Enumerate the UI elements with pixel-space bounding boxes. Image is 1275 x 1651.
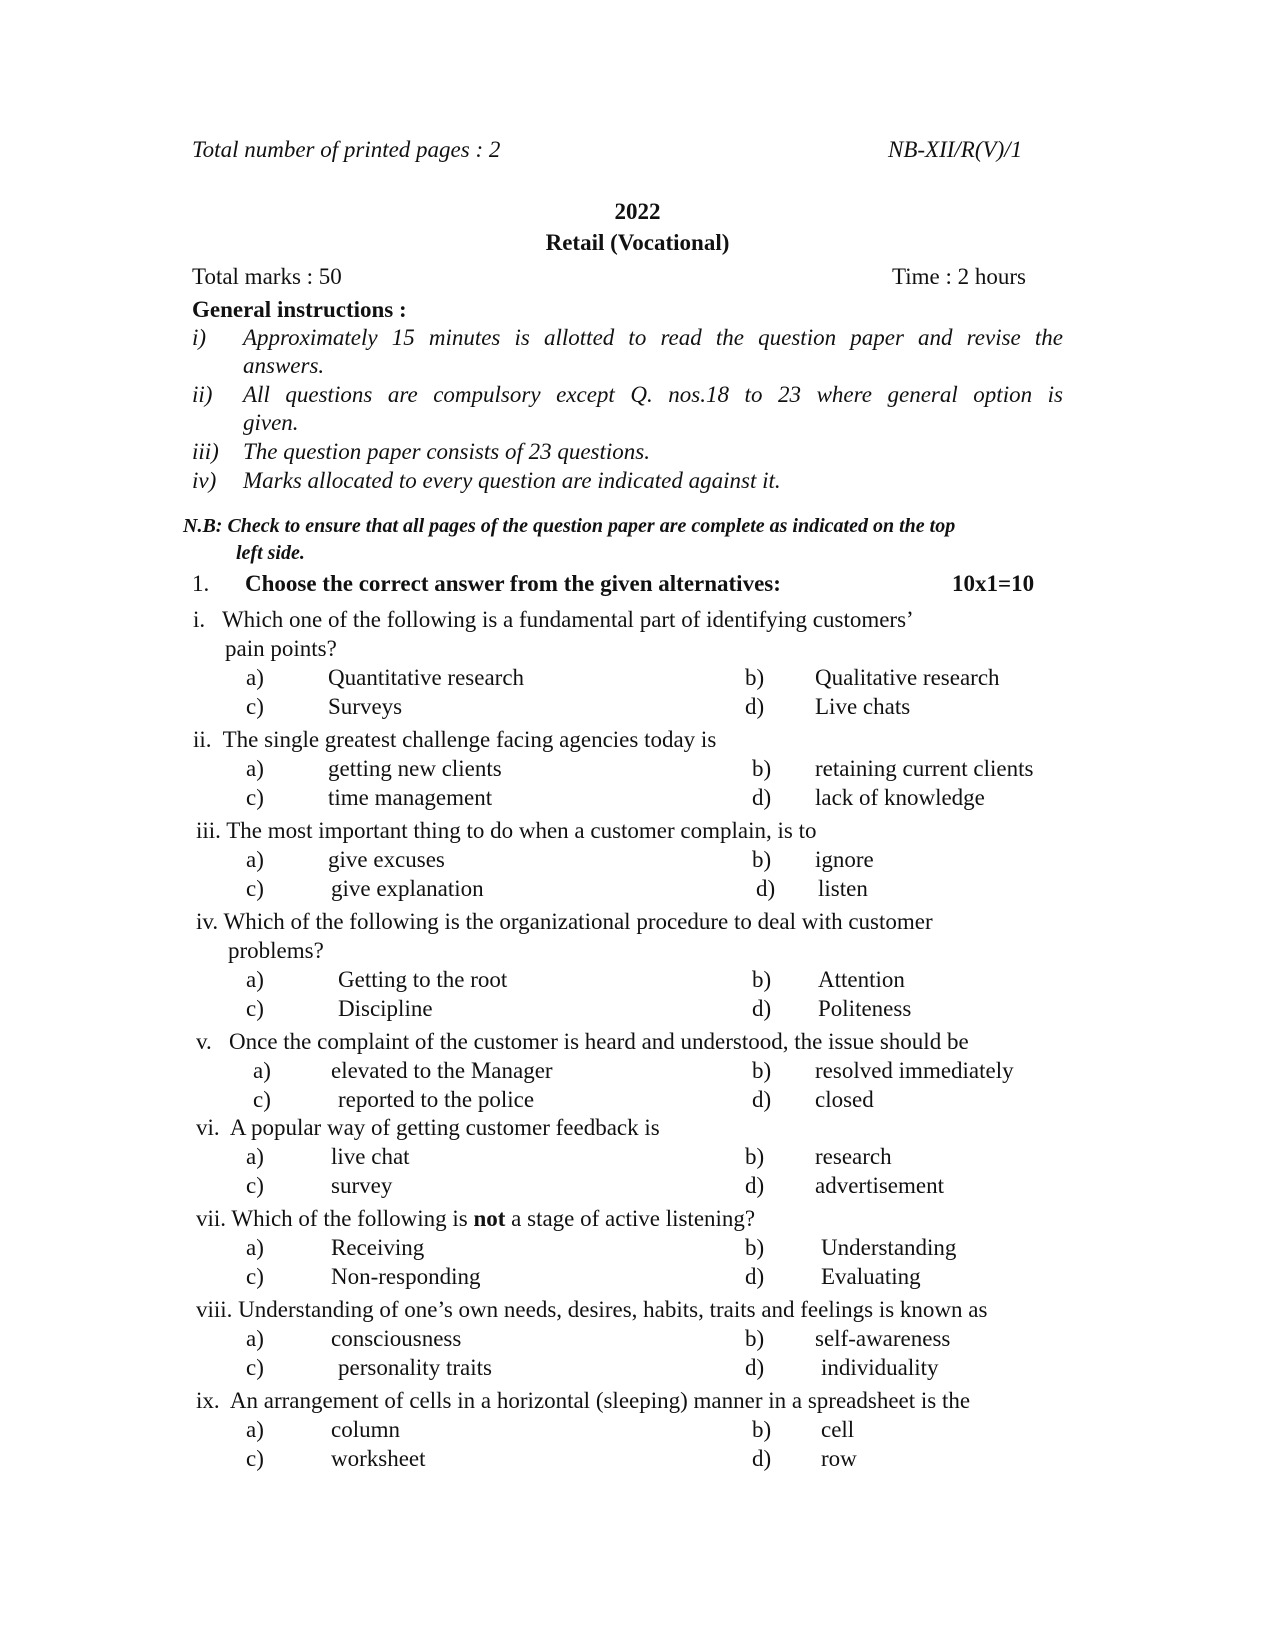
- option-letter: d): [745, 1264, 765, 1289]
- question-text: ix. An arrangement of cells in a horizontal (sleeping) manner in a spreadsheet is the: [196, 1388, 971, 1413]
- option-letter: a): [246, 1235, 264, 1260]
- option-text: reported to the police: [338, 1087, 535, 1112]
- option-letter: b): [752, 756, 772, 781]
- printed-pages-note: Total number of printed pages : 2: [192, 137, 501, 162]
- option-letter: a): [246, 756, 264, 781]
- subject-title: Retail (Vocational): [545, 230, 730, 255]
- option-letter: c): [246, 1446, 264, 1471]
- nb-note-line1: N.B: Check to ensure that all pages of the question paper are complete as indicated on the top: [183, 515, 956, 537]
- option-letter: d): [756, 876, 776, 901]
- option-text: Politeness: [818, 996, 912, 1021]
- question-text: v. Once the complaint of the customer is heard and understood, the issue should be: [196, 1029, 969, 1054]
- option-letter: b): [745, 1235, 765, 1260]
- option-text: Live chats: [815, 694, 911, 719]
- option-letter: c): [246, 876, 264, 901]
- option-letter: d): [752, 996, 772, 1021]
- section-marks: 10x1=10: [952, 571, 1035, 596]
- option-text: individuality: [821, 1355, 939, 1380]
- option-text: Attention: [818, 967, 905, 992]
- question-text: ii. The single greatest challenge facing agencies today is: [193, 727, 717, 752]
- option-letter: a): [246, 967, 264, 992]
- option-text: Quantitative research: [328, 665, 525, 690]
- option-letter: a): [246, 847, 264, 872]
- option-text: research: [815, 1144, 892, 1169]
- option-letter: c): [246, 1264, 264, 1289]
- option-letter: c): [246, 694, 264, 719]
- option-letter: b): [752, 967, 772, 992]
- paper-code: NB-XII/R(V)/1: [888, 137, 1023, 162]
- option-text: Surveys: [328, 694, 403, 719]
- option-text: advertisement: [815, 1173, 945, 1198]
- option-text: worksheet: [331, 1446, 426, 1471]
- option-text: lack of knowledge: [815, 785, 985, 810]
- option-text: Discipline: [338, 996, 433, 1021]
- option-text: Receiving: [331, 1235, 425, 1260]
- section-number: 1.: [192, 571, 210, 596]
- option-text: column: [331, 1417, 400, 1442]
- option-text: personality traits: [338, 1355, 492, 1380]
- exam-year: 2022: [614, 199, 661, 224]
- option-text: retaining current clients: [815, 756, 1034, 781]
- option-letter: d): [745, 694, 765, 719]
- option-letter: a): [246, 1417, 264, 1442]
- total-marks: Total marks : 50: [192, 264, 342, 289]
- option-text: listen: [818, 876, 868, 901]
- option-text: Understanding: [821, 1235, 957, 1260]
- option-letter: c): [246, 785, 264, 810]
- option-text: getting new clients: [328, 756, 502, 781]
- option-letter: a): [246, 1326, 264, 1351]
- option-letter: d): [752, 1446, 772, 1471]
- option-text: Evaluating: [821, 1264, 921, 1289]
- question-text: viii. Understanding of one’s own needs, desires, habits, traits and feelings is known as: [196, 1297, 988, 1322]
- option-letter: a): [246, 665, 264, 690]
- option-letter: b): [745, 1326, 765, 1351]
- option-text: give explanation: [331, 876, 484, 901]
- nb-note-line2: left side.: [236, 542, 305, 564]
- option-letter: c): [246, 1355, 264, 1380]
- option-text: time management: [328, 785, 493, 810]
- question-text-cont: problems?: [228, 938, 324, 963]
- option-letter: d): [745, 1173, 765, 1198]
- time-allowed: Time : 2 hours: [892, 264, 1026, 289]
- question-text: iii. The most important thing to do when a customer complain, is to: [196, 818, 817, 843]
- option-letter: c): [246, 996, 264, 1021]
- option-text: resolved immediately: [815, 1058, 1014, 1083]
- option-text: cell: [821, 1417, 855, 1442]
- question-text: iv. Which of the following is the organizational procedure to deal with customer: [196, 909, 933, 934]
- option-text: Getting to the root: [338, 967, 508, 992]
- option-letter: a): [253, 1058, 271, 1083]
- option-letter: c): [253, 1087, 271, 1112]
- option-text: live chat: [331, 1144, 410, 1169]
- option-text: row: [821, 1446, 857, 1471]
- option-text: elevated to the Manager: [331, 1058, 553, 1083]
- option-text: consciousness: [331, 1326, 462, 1351]
- option-letter: c): [246, 1173, 264, 1198]
- emphasis-not: not: [473, 1206, 506, 1231]
- option-text: Non-responding: [331, 1264, 481, 1289]
- option-text: Qualitative research: [815, 665, 1000, 690]
- option-text: give excuses: [328, 847, 445, 872]
- question-text-cont: pain points?: [225, 636, 337, 661]
- option-letter: b): [752, 847, 772, 872]
- option-letter: d): [752, 785, 772, 810]
- option-text: ignore: [815, 847, 874, 872]
- section-instruction: Choose the correct answer from the given alternatives:: [245, 571, 781, 596]
- question-text: vi. A popular way of getting customer feedback is: [196, 1115, 660, 1140]
- option-letter: b): [745, 1144, 765, 1169]
- option-letter: d): [752, 1087, 772, 1112]
- option-text: closed: [815, 1087, 874, 1112]
- question-text: vii. Which of the following is not a stage of active listening?: [196, 1206, 756, 1231]
- option-letter: a): [246, 1144, 264, 1169]
- option-letter: d): [745, 1355, 765, 1380]
- option-letter: b): [752, 1058, 772, 1083]
- option-text: survey: [331, 1173, 393, 1198]
- option-letter: b): [752, 1417, 772, 1442]
- option-text: self-awareness: [815, 1326, 951, 1351]
- option-letter: b): [745, 665, 765, 690]
- question-text: i. Which one of the following is a fundamental part of identifying customers’: [193, 607, 914, 632]
- instructions-heading: General instructions :: [192, 297, 407, 322]
